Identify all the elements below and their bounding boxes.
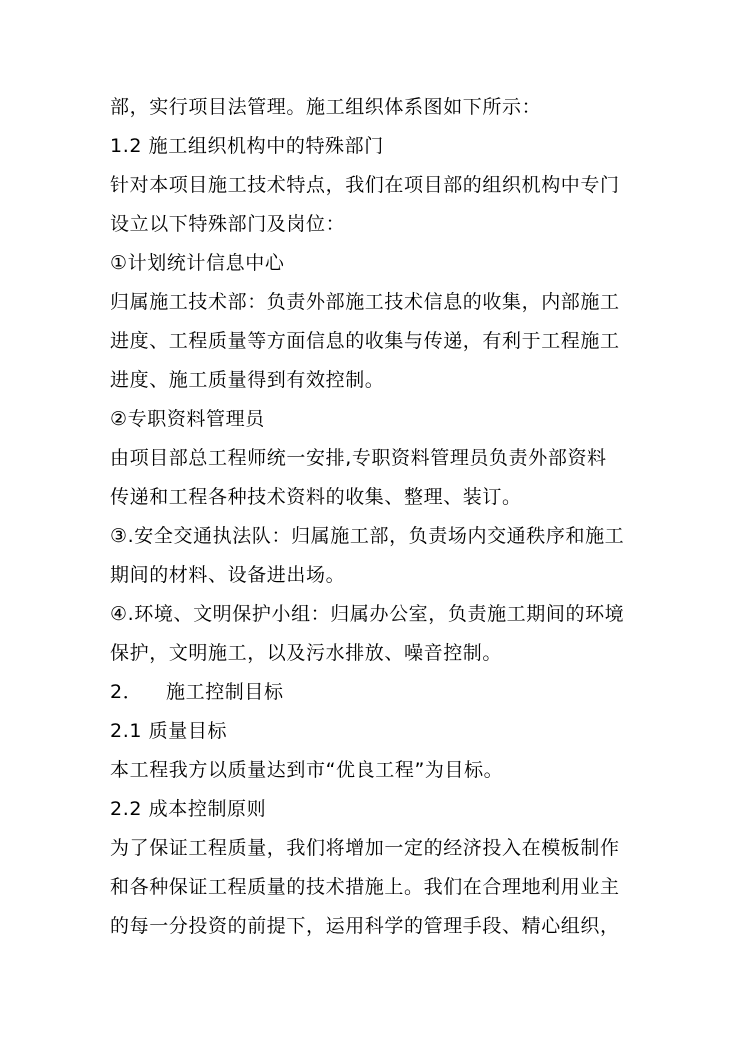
list-item-4: ④.环境、文明保护小组：归属办公室，负责施工期间的环境 [110, 603, 625, 625]
list-item-heading-2: ②专职资料管理员 [110, 408, 265, 430]
section-title: 施工控制目标 [166, 681, 284, 703]
paragraph-line: 进度、工程质量等方面信息的收集与传递，有利于工程施工 [110, 330, 620, 352]
paragraph-line: 的每一分投资的前提下，运用科学的管理手段、精心组织， [110, 915, 620, 937]
paragraph-line: 进度、施工质量得到有效控制。 [110, 369, 385, 391]
paragraph-line: 归属施工技术部：负责外部施工技术信息的收集，内部施工 [110, 291, 620, 313]
paragraph-line: 设立以下特殊部门及岗位： [110, 213, 346, 235]
paragraph-line: 针对本项目施工技术特点，我们在项目部的组织机构中专门 [110, 174, 620, 196]
list-item-heading-1: ①计划统计信息中心 [110, 252, 285, 274]
paragraph-line: 本工程我方以质量达到市“优良工程”为目标。 [110, 759, 504, 781]
paragraph-line: 由项目部总工程师统一安排,专职资料管理员负责外部资料 [110, 447, 607, 469]
paragraph-line: 保护，文明施工，以及污水排放、噪音控制。 [110, 642, 503, 664]
paragraph-line: 为了保证工程质量，我们将增加一定的经济投入在模板制作 [110, 837, 620, 859]
paragraph-line: 和各种保证工程质量的技术措施上。我们在合理地利用业主 [110, 876, 620, 898]
section-number: 2． [110, 681, 143, 703]
paragraph-line: 期间的材料、设备进出场。 [110, 564, 346, 586]
section-heading-2-1: 2.1 质量目标 [110, 720, 228, 742]
paragraph-line: 部，实行项目法管理。施工组织体系图如下所示： [110, 96, 542, 118]
paragraph-line: 传递和工程各种技术资料的收集、整理、装订。 [110, 486, 522, 508]
section-heading-2-2: 2.2 成本控制原则 [110, 798, 267, 820]
section-heading-1-2: 1.2 施工组织机构中的特殊部门 [110, 135, 384, 157]
list-item-3: ③.安全交通执法队：归属施工部，负责场内交通秩序和施工 [110, 525, 625, 547]
section-heading-2 [110, 679, 650, 705]
